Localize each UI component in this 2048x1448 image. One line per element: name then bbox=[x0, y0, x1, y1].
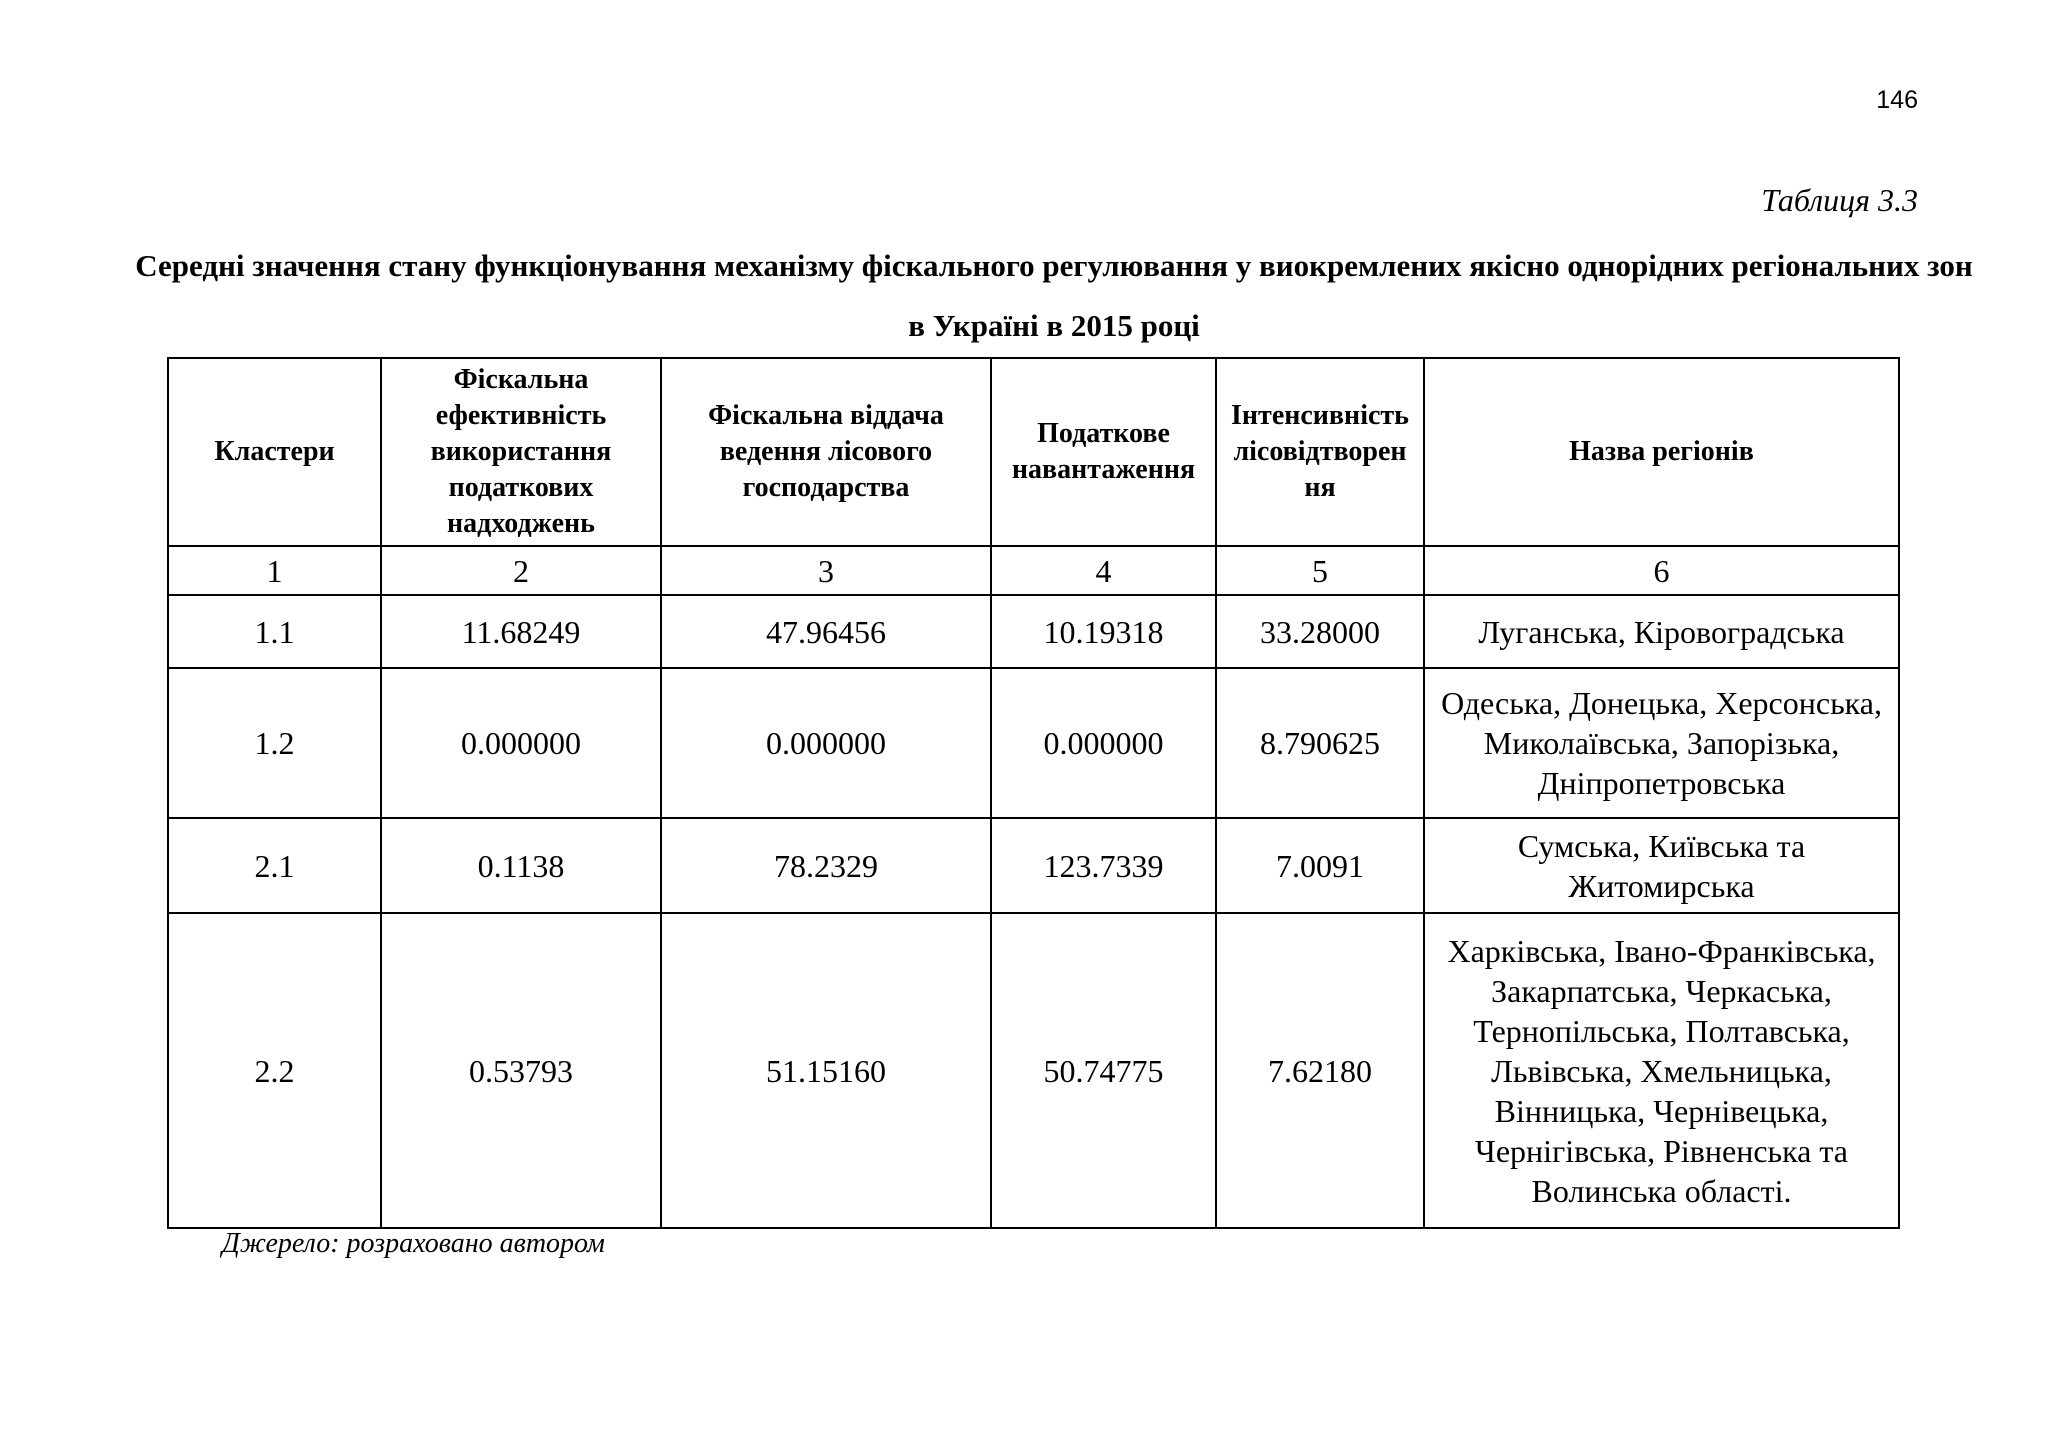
column-header-fiscal-return: Фіскальна віддача ведення лісового господарства bbox=[661, 358, 991, 546]
cell-tax-burden: 10.19318 bbox=[991, 595, 1216, 668]
cell-reforestation: 8.790625 bbox=[1216, 668, 1424, 818]
cell-regions: Харківська, Івано-Франківська, Закарпатська, Черкаська, Тернопільська, Полтавська, Львівська, Хмельницька, Вінницька, Чернівецька, Чернігівська, Рівненська та Волинська області. bbox=[1424, 913, 1899, 1228]
cell-cluster: 1.1 bbox=[168, 595, 381, 668]
column-header-clusters: Кластери bbox=[168, 358, 381, 546]
column-number: 5 bbox=[1216, 546, 1424, 595]
column-number: 3 bbox=[661, 546, 991, 595]
cell-fiscal-efficiency: 11.68249 bbox=[381, 595, 661, 668]
cell-fiscal-return: 47.96456 bbox=[661, 595, 991, 668]
source-note: Джерело: розраховано автором bbox=[222, 1228, 605, 1259]
cell-cluster: 2.2 bbox=[168, 913, 381, 1228]
column-header-tax-burden: Податкове навантаження bbox=[991, 358, 1216, 546]
cell-reforestation: 7.0091 bbox=[1216, 818, 1424, 913]
column-number: 4 bbox=[991, 546, 1216, 595]
table-header-row bbox=[168, 358, 1899, 546]
cell-cluster: 1.2 bbox=[168, 668, 381, 818]
cell-tax-burden: 50.74775 bbox=[991, 913, 1216, 1228]
cell-fiscal-efficiency: 0.000000 bbox=[381, 668, 661, 818]
cell-fiscal-efficiency: 0.1138 bbox=[381, 818, 661, 913]
cell-tax-burden: 0.000000 bbox=[991, 668, 1216, 818]
data-table bbox=[167, 357, 1900, 1229]
cell-fiscal-return: 78.2329 bbox=[661, 818, 991, 913]
cell-reforestation: 7.62180 bbox=[1216, 913, 1424, 1228]
column-header-fiscal-efficiency: Фіскальна ефективність використання податкових надходжень bbox=[381, 358, 661, 546]
column-number-row bbox=[168, 546, 1899, 595]
cell-regions: Одеська, Донецька, Херсонська, Миколаївська, Запорізька, Дніпропетровська bbox=[1424, 668, 1899, 818]
table-row bbox=[168, 595, 1899, 668]
column-number: 2 bbox=[381, 546, 661, 595]
table-label: Таблиця 3.3 bbox=[1761, 182, 1918, 218]
cell-fiscal-return: 51.15160 bbox=[661, 913, 991, 1228]
cell-cluster: 2.1 bbox=[168, 818, 381, 913]
column-header-regions: Назва регіонів bbox=[1424, 358, 1899, 546]
cell-fiscal-efficiency: 0.53793 bbox=[381, 913, 661, 1228]
page-number: 146 bbox=[1876, 86, 1918, 114]
cell-fiscal-return: 0.000000 bbox=[661, 668, 991, 818]
column-number: 6 bbox=[1424, 546, 1899, 595]
column-header-reforestation: Інтенсивність лісовідтворен ня bbox=[1216, 358, 1424, 546]
cell-tax-burden: 123.7339 bbox=[991, 818, 1216, 913]
table-title: Середні значення стану функціонування механізму фіскального регулювання у виокремлених якісно однорідних регіональних зон в Україні в 2015 році bbox=[135, 248, 1973, 343]
table-row bbox=[168, 818, 1899, 913]
cell-reforestation: 33.28000 bbox=[1216, 595, 1424, 668]
column-number: 1 bbox=[168, 546, 381, 595]
table-row bbox=[168, 668, 1899, 818]
cell-regions: Сумська, Київська та Житомирська bbox=[1424, 818, 1899, 913]
cell-regions: Луганська, Кіровоградська bbox=[1424, 595, 1899, 668]
table-row bbox=[168, 913, 1899, 1228]
